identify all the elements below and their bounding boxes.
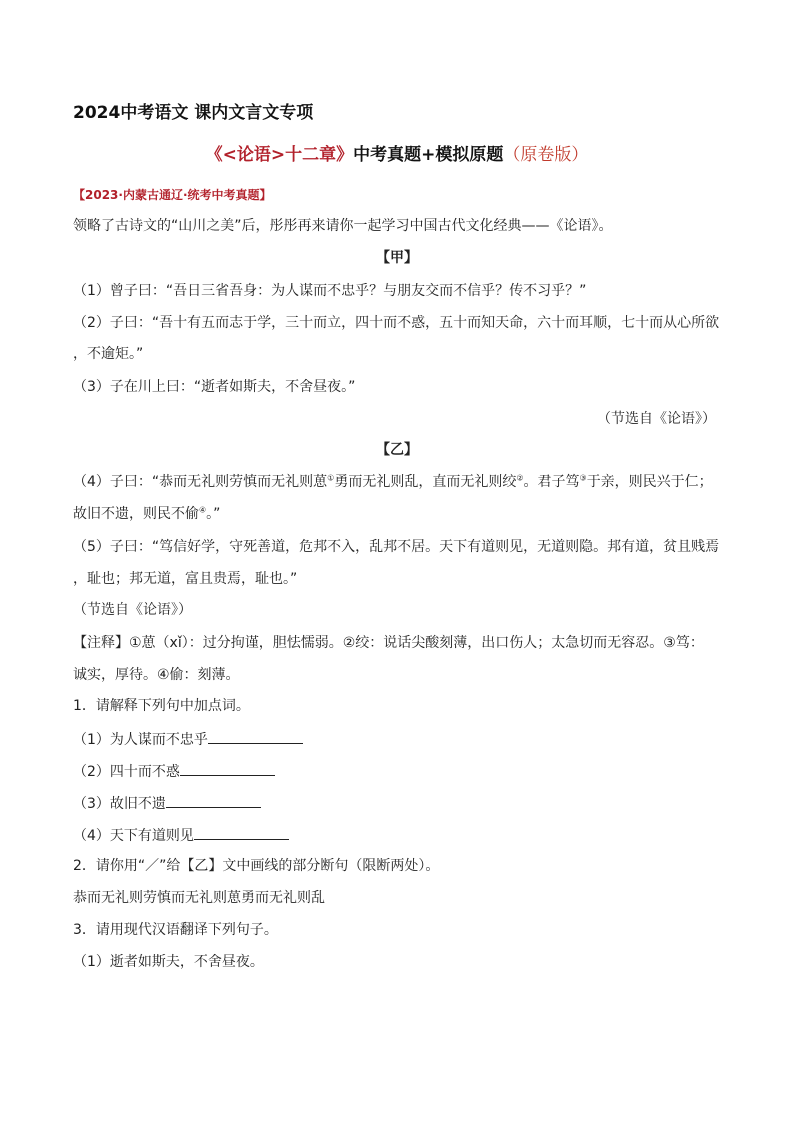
question-1-item — [73, 761, 275, 781]
question-2-prompt: 2．请你用“／”给【乙】文中画线的部分断句（限断两处）。 — [73, 858, 440, 874]
yi-4-part-d: 于亲，则民兴于仁； — [586, 474, 713, 490]
notes-line-1: 【注释】①葸（xǐ）：过分拘谨，胆怯懦弱。②绞：说话尖酸刻薄，出口伤人；太急切而无容忍。③笃： — [73, 635, 704, 651]
question-3-item: （1）逝者如斯夫，不舍昼夜。 — [73, 954, 264, 970]
intro-paragraph: 领略了古诗文的“山川之美”后，彤彤再来请你一起学习中国古代文化经典——《论语》。 — [73, 218, 613, 234]
subtitle-edition: （原卷版） — [503, 145, 589, 165]
yi-4-line2-b: 。” — [206, 506, 221, 522]
section-jia-heading: 【甲】 — [376, 250, 418, 266]
answer-blank[interactable] — [180, 761, 275, 776]
question-1-item-text: （3）故旧不遗 — [73, 796, 166, 812]
answer-blank[interactable] — [194, 825, 289, 840]
section-yi-heading: 【乙】 — [376, 442, 418, 458]
notes-line-2: 诚实，厚待。④偷：刻薄。 — [73, 667, 240, 683]
note-marker-1: ① — [327, 473, 335, 483]
question-1-item-text: （1）为人谋而不忠乎 — [73, 732, 208, 748]
passage-yi-4-line1 — [73, 473, 713, 491]
note-marker-4: ④ — [199, 505, 207, 515]
subtitle-type: 中考真题+模拟原题 — [353, 145, 504, 165]
subtitle-book-title: 《<论语>十二章》 — [205, 145, 354, 165]
note-marker-2: ② — [516, 473, 524, 483]
yi-4-part-b: 勇而无礼则乱，直而无礼则绞 — [334, 474, 517, 490]
yi-4-line2-a: 故旧不遗，则民不偷 — [73, 506, 199, 522]
answer-blank[interactable] — [166, 793, 261, 808]
answer-blank[interactable] — [208, 729, 303, 744]
question-1-item-text: （4）天下有道则见 — [73, 828, 194, 844]
question-3-prompt: 3．请用现代汉语翻译下列句子。 — [73, 922, 278, 938]
passage-jia-1: （1）曾子曰：“吾日三省吾身：为人谋而不忠乎？与朋友交而不信乎？传不习乎？” — [73, 283, 587, 299]
passage-jia-2-line1: （2）子曰：“吾十有五而志于学，三十而立，四十而不惑，五十而知天命，六十而耳顺，七十而从心所欲 — [73, 315, 720, 331]
jia-attribution: （节选自《论语》） — [597, 411, 716, 427]
passage-yi-4-line2 — [73, 505, 220, 523]
question-1-item-text: （2）四十而不惑 — [73, 764, 180, 780]
question-2-sentence: 恭而无礼则劳慎而无礼则葸勇而无礼则乱 — [73, 890, 325, 906]
source-tag: 【2023·内蒙古通辽·统考中考真题】 — [73, 188, 272, 202]
question-1-item — [73, 729, 303, 749]
document-title: 2024中考语文 课内文言文专项 — [73, 103, 314, 123]
yi-4-part-c: 。君子笃 — [523, 474, 580, 490]
passage-jia-2-line2: ，不逾矩。” — [73, 346, 144, 362]
passage-yi-5-line1: （5）子曰：“笃信好学，守死善道，危邦不入，乱邦不居。天下有道则见，无道则隐。邦有道，贫且贱焉 — [73, 539, 720, 555]
document-subtitle — [0, 146, 794, 164]
passage-jia-3: （3）子在川上曰：“逝者如斯夫，不舍昼夜。” — [73, 379, 356, 395]
question-1-item — [73, 793, 261, 813]
note-marker-3: ③ — [579, 473, 587, 483]
question-1-item — [73, 825, 289, 845]
question-1-prompt: 1．请解释下列句中加点词。 — [73, 698, 250, 714]
yi-attribution: （节选自《论语》） — [73, 602, 192, 618]
yi-4-part-a: （4）子曰：“恭而无礼则劳慎而无礼则葸 — [73, 474, 328, 490]
passage-yi-5-line2: ，耻也；邦无道，富且贵焉，耻也。” — [73, 571, 298, 587]
